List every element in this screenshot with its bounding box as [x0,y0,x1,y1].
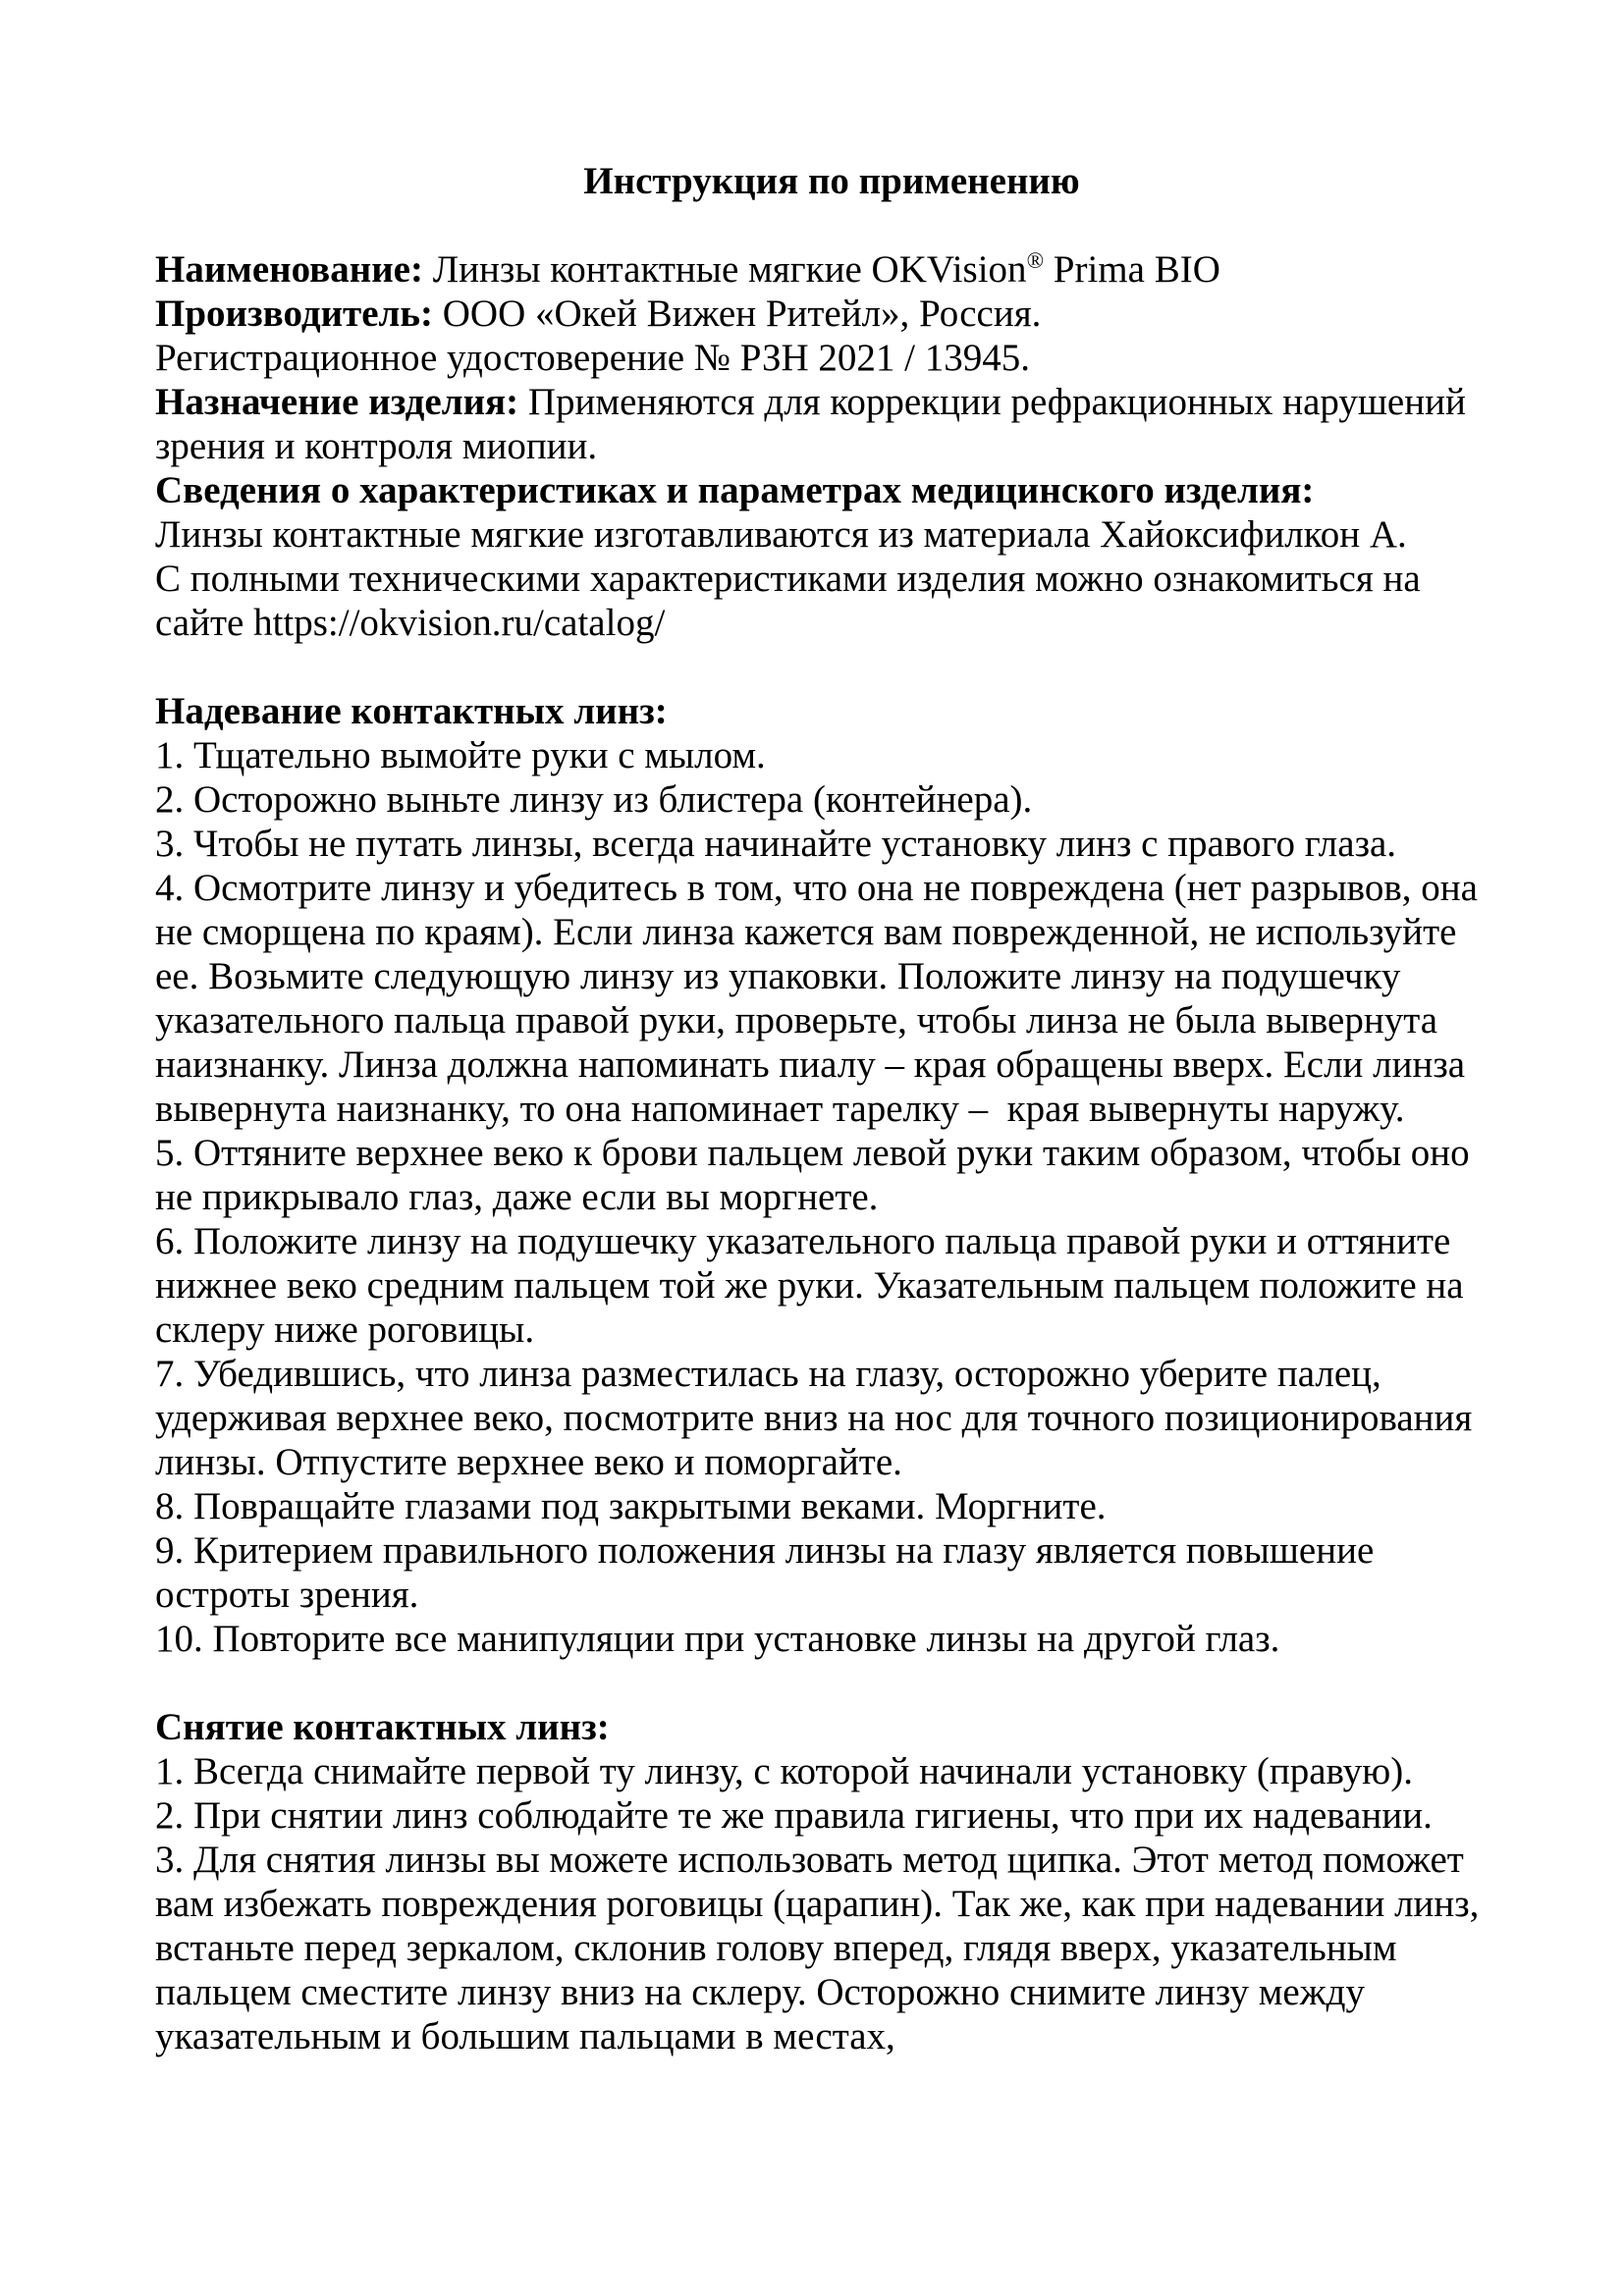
list-item: 5. Оттяните верхнее веко к брови пальцем левой руки таким образом, чтобы оно не прикрывало глаз, даже если вы моргнете. [155,1132,1480,1218]
intro-line [155,292,1508,336]
body-text: С полными техническими характеристиками изделия можно ознакомиться на сайте https://okvision.ru/catalog/ [155,558,1431,644]
body-text: Применяются для коррекции рефракционных нарушений зрения и контроля миопии. [155,381,1476,467]
list-item: 2. Осторожно выньте линзу из блистера (контейнера). [155,778,1033,821]
list-item: 4. Осмотрите линзу и убедитесь в том, что она не повреждена (нет разрывов, она не сморщена по краям). Если линза кажется вам поврежденной, не используйте ее. Возьмите следующую линзу из упаковки. Положите линзу на подушечку указательного пальца правой руки, проверьте, чтобы линза не была вывернута наизнанку. Линза должна напоминать пиалу – края обращены вверх. Если линза вывернута наизнанку, то она напоминает тарелку – края вывернуты наружу. [155,867,1488,1130]
intro-line [155,336,1508,380]
field-label: Производитель: [155,293,443,335]
body-text: Линзы контактные мягкие OKVision [432,248,1027,291]
body-text: ООО «Окей Вижен Ритейл», Россия. [442,293,1042,335]
list-item: 3. Чтобы не путать линзы, всегда начинайте установку линз с правого глаза. [155,823,1397,865]
body-text: Регистрационное удостоверение № РЗН 2021 / 13945. [155,337,1030,379]
list-item: 1. Тщательно вымойте руки с мылом. [155,734,766,776]
field-label: Сведения о характеристиках и параметрах медицинского изделия: [155,469,1315,511]
section-heading: Надевание контактных линз: [155,690,668,732]
field-label: Назначение изделия: [155,381,528,423]
body-text: Линзы контактные мягкие изготавливаются из материала Хайоксифилкон А. [155,513,1407,556]
section-1 [155,1705,1508,2058]
body-sections [155,689,1508,2058]
registered-trademark-symbol: ® [1026,248,1045,273]
list-item: 1. Всегда снимайте первой ту линзу, с которой начинали установку (правую). [155,1750,1414,1792]
section-heading: Снятие контактных линз: [155,1706,610,1748]
section-0 [155,689,1508,1661]
intro-line [155,468,1508,512]
intro-line [155,512,1508,557]
intro-line [155,557,1508,645]
list-item: 6. Положите линзу на подушечку указательного пальца правой руки и оттяните нижнее веко средним пальцем той же руки. Указательным пальцем положите на склеру ниже роговицы. [155,1220,1474,1351]
list-item: 3. Для снятия линзы вы можете использовать метод щипка. Этот метод поможет вам избежать повреждения роговицы (царапин). Так же, как при надевании линз, встаньте перед зеркалом, склонив голову вперед, глядя вверх, указательным пальцем сместите линзу вниз на склеру. Осторожно снимите линзу между указательным и большим пальцами в местах, [155,1839,1489,2057]
intro-line [155,380,1508,468]
intro-section [155,247,1508,645]
list-item: 10. Повторите все манипуляции при установке линзы на другой глаз. [155,1618,1280,1660]
field-label: Наименование: [155,248,433,291]
list-item: 9. Критерием правильного положения линзы на глазу является повышение остроты зрения. [155,1529,1384,1616]
body-text: Prima BIO [1044,248,1220,291]
list-item: 7. Убедившись, что линза разместилась на глазу, осторожно уберите палец, удерживая верхнее веко, посмотрите вниз на нос для точного позиционирования линзы. Отпустите верхнее веко и поморгайте. [155,1353,1483,1483]
list-item: 8. Повращайте глазами под закрытыми веками. Моргните. [155,1485,1107,1527]
document-title: Инструкция по применению [583,160,1080,202]
list-item: 2. При снятии линз соблюдайте те же правила гигиены, что при их надевании. [155,1794,1433,1837]
intro-line [155,247,1508,292]
